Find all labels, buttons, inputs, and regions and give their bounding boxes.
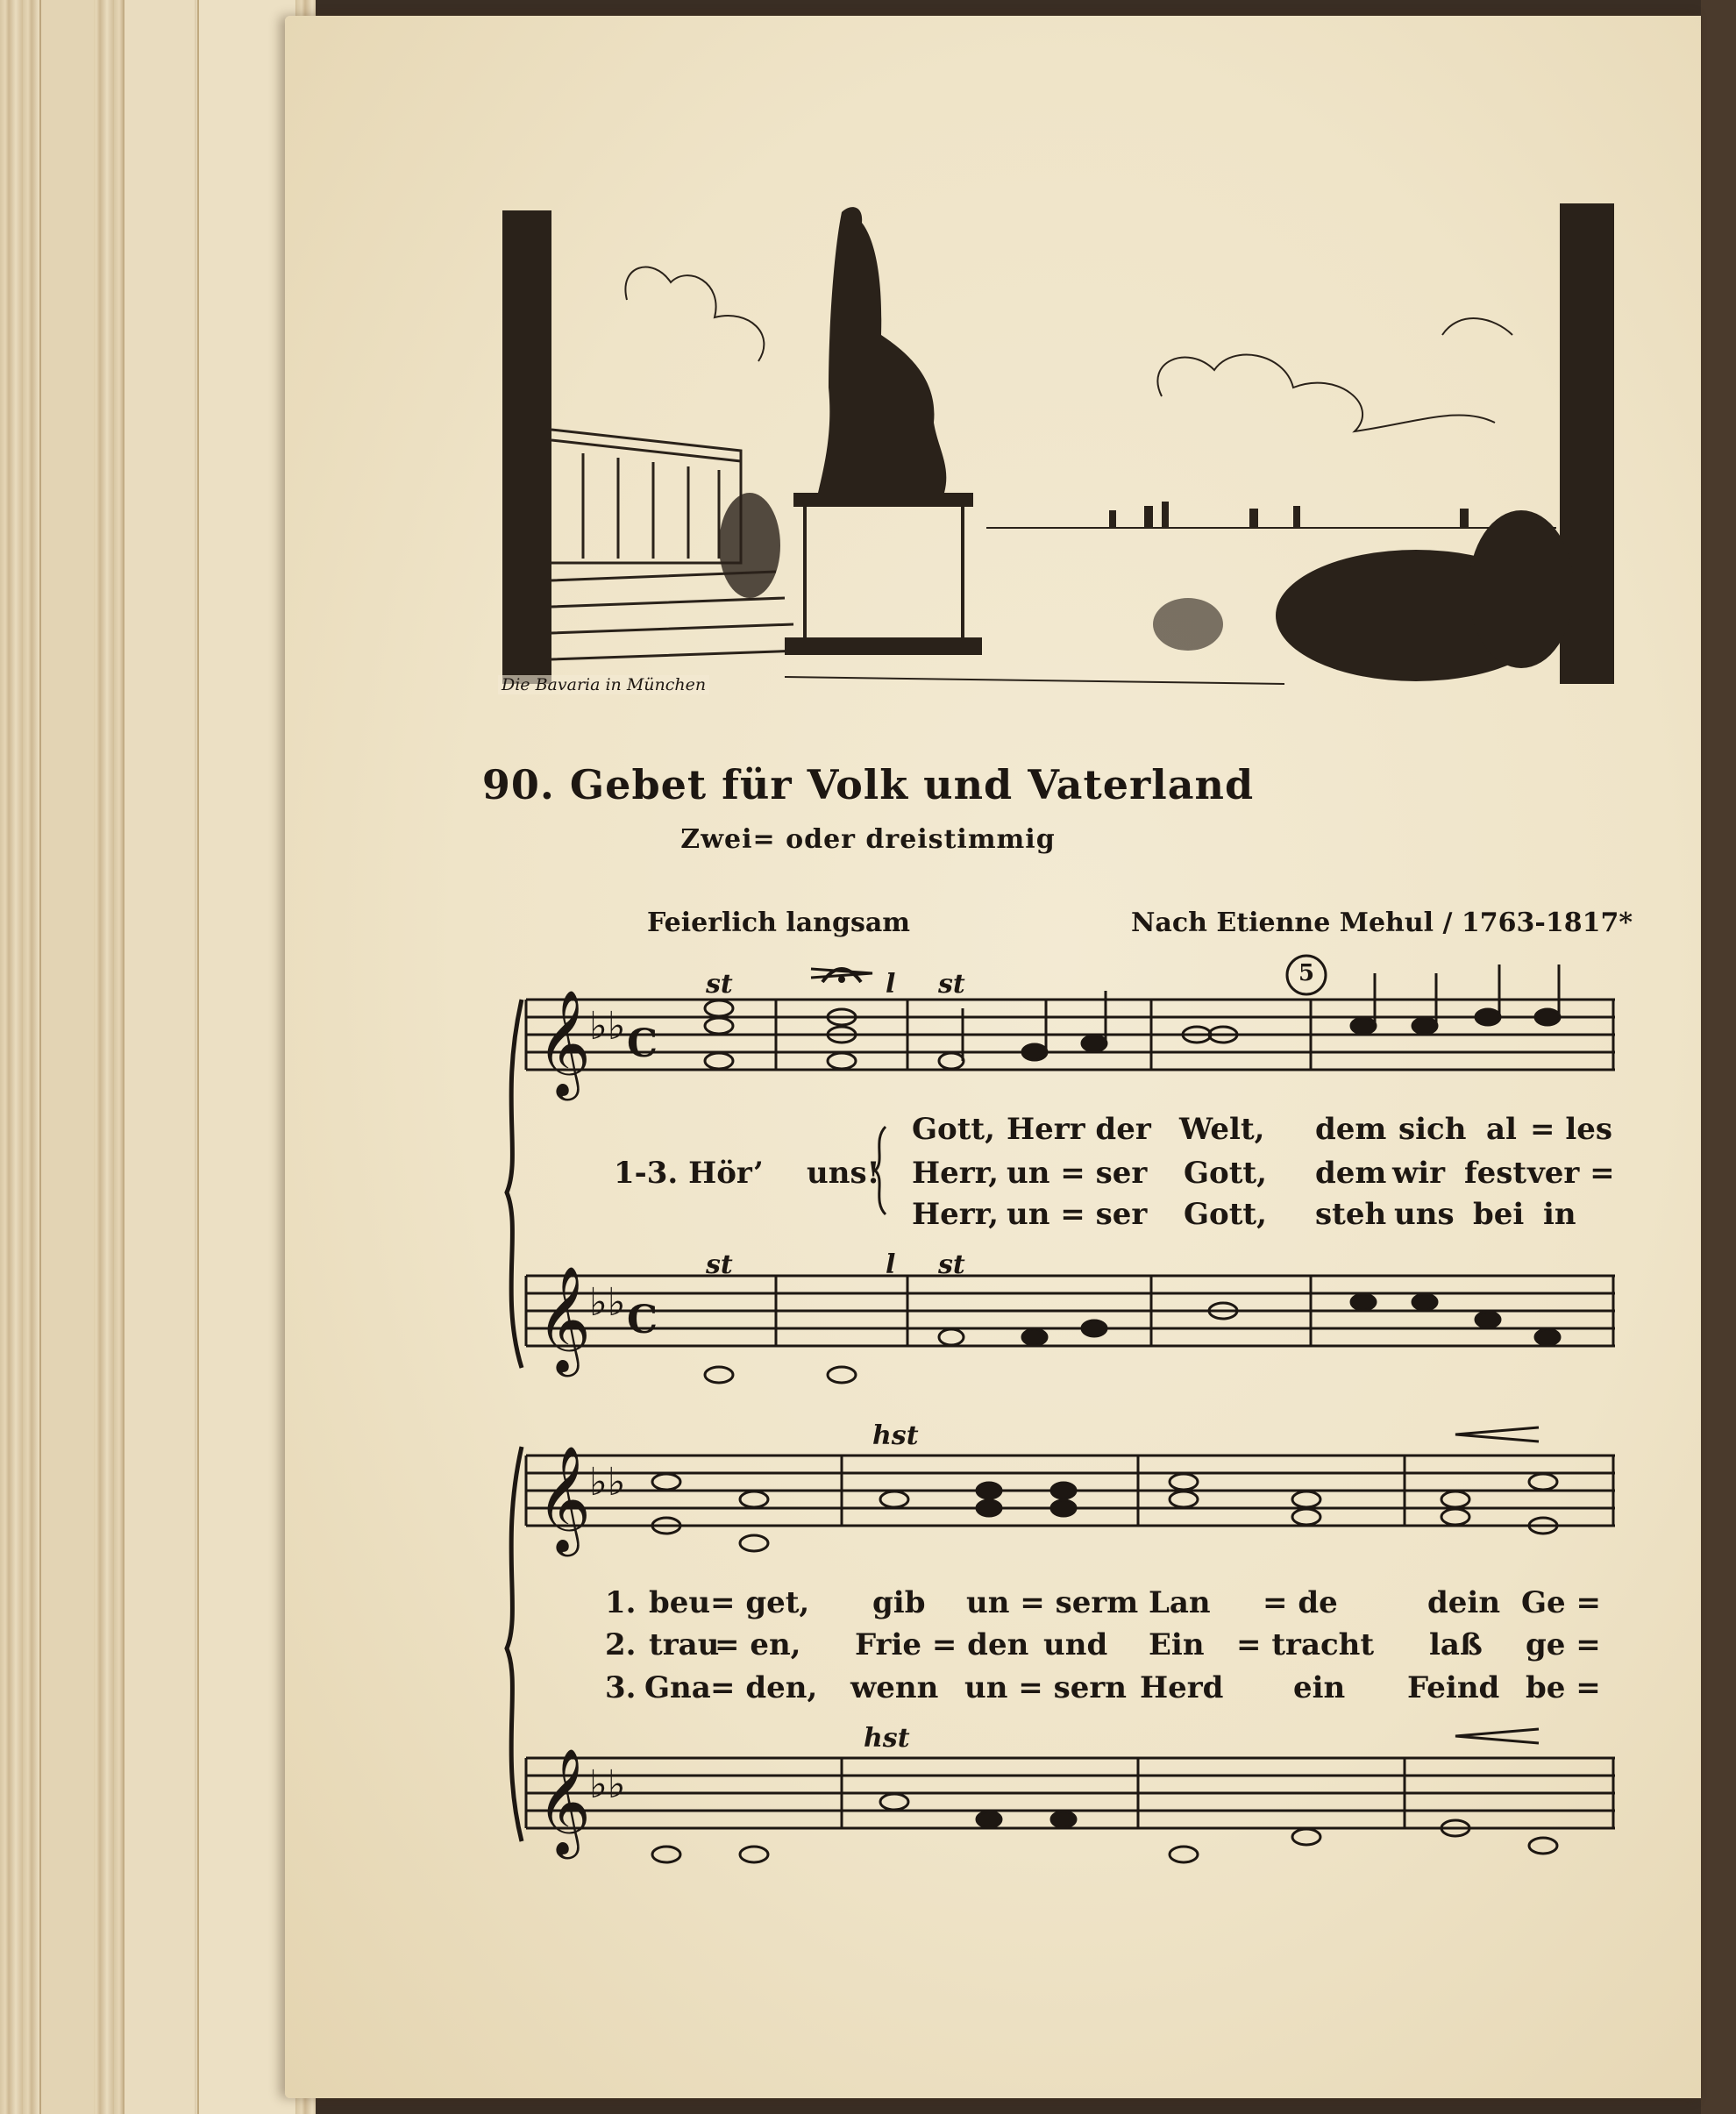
song-subtitle: Zwei= oder dreistimmig — [680, 824, 1056, 855]
verse-3-word: steh — [1315, 1197, 1387, 1232]
verse-2-word: Gott, — [1184, 1156, 1267, 1191]
verse-2-word: Herr, — [912, 1156, 999, 1191]
verse-2-word: trau — [649, 1627, 720, 1662]
verse-1-word: Lan — [1149, 1585, 1211, 1620]
verse-3-word: Herr, — [912, 1197, 999, 1232]
verse-2-word: laß — [1429, 1627, 1483, 1662]
verse-2-number: 2. — [605, 1627, 637, 1662]
bavaria-illustration — [495, 203, 1618, 703]
verse-1-word: dein — [1427, 1585, 1501, 1620]
verse-3-word: uns — [1394, 1197, 1455, 1232]
verse-3-word: = den, — [710, 1670, 818, 1705]
verse-2-word: ver = — [1527, 1156, 1615, 1191]
verse-3-word: in — [1543, 1197, 1576, 1232]
key-signature: ♭♭ — [589, 1004, 626, 1049]
svg-text:C: C — [627, 1298, 658, 1342]
city-skyline — [1109, 502, 1469, 528]
verse-3-word: un = sern — [964, 1670, 1128, 1705]
svg-text:♭♭: ♭♭ — [589, 1762, 626, 1807]
tempo-marking: Feierlich langsam — [647, 908, 911, 938]
composer-credit: Nach Etienne Mehul / 1763-1817* — [1131, 908, 1633, 938]
verse-2-word: Ein — [1149, 1627, 1205, 1662]
verse-1-word: = get, — [710, 1585, 810, 1620]
verse-3-word: Herd — [1140, 1670, 1224, 1705]
verse-1-word: = de — [1263, 1585, 1338, 1620]
staccato-mark: st — [938, 1249, 965, 1280]
verse-2-word: wir — [1392, 1156, 1446, 1191]
staccato-mark: st — [938, 969, 965, 1000]
half-staccato-mark: hst — [864, 1723, 910, 1754]
verse-3-word: Gott, — [1184, 1197, 1267, 1232]
verse-1-word: = les — [1530, 1112, 1613, 1147]
verse-1-word: Herr der — [1007, 1112, 1151, 1147]
svg-text:𝄞: 𝄞 — [537, 1265, 592, 1372]
svg-text:♭♭: ♭♭ — [589, 1280, 626, 1325]
bavaria-statue — [785, 207, 982, 655]
verse-3-word: be = — [1526, 1670, 1601, 1705]
verse-3-word: Gna — [644, 1670, 711, 1705]
book-page-edges — [0, 0, 316, 2114]
page-edge — [123, 0, 195, 2114]
verse-2-word: dem — [1315, 1156, 1387, 1191]
song-title: 90. Gebet für Volk und Vaterland — [481, 761, 1255, 808]
page-edge — [197, 0, 295, 2114]
verse-1-word: Welt, — [1179, 1112, 1265, 1147]
verse-2-word: = tracht — [1236, 1627, 1375, 1662]
left-column — [502, 210, 551, 684]
treble-clef: 𝄞 — [537, 989, 592, 1096]
verse-1-number: 1. — [605, 1585, 637, 1620]
verse-1-word: sich — [1398, 1112, 1467, 1147]
verse-2-word: und — [1043, 1627, 1108, 1662]
verse-2-word: fest — [1464, 1156, 1527, 1191]
svg-text:♭♭: ♭♭ — [589, 1460, 626, 1505]
verse-1-word: al — [1486, 1112, 1517, 1147]
clouds — [625, 267, 1512, 431]
verse-3-number: 3. — [605, 1670, 637, 1705]
legato-mark: l — [886, 1249, 896, 1280]
verse-lead: 1-3. Hör’ — [614, 1156, 764, 1191]
verse-3-word: Feind — [1407, 1670, 1500, 1705]
verse-2-word: ge = — [1526, 1627, 1601, 1662]
legato-mark: l — [886, 969, 896, 1000]
book-gutter — [1701, 0, 1736, 2114]
measure-number: 5 — [1298, 960, 1315, 986]
svg-text:𝄞: 𝄞 — [537, 1445, 592, 1552]
verse-1-word: gib — [872, 1585, 926, 1620]
verse-1-word: Ge = — [1521, 1585, 1601, 1620]
verse-3-word: ein — [1293, 1670, 1346, 1705]
verse-3-word: bei — [1473, 1197, 1525, 1232]
verse-3-word: un = ser — [1007, 1197, 1148, 1232]
verse-1-word: dem — [1315, 1112, 1387, 1147]
staccato-mark: st — [706, 969, 733, 1000]
verse-3-word: wenn — [850, 1670, 939, 1705]
verse-1-word: un = serm — [966, 1585, 1139, 1620]
time-signature: C — [627, 1021, 658, 1066]
verse-2-word: = en, — [715, 1627, 801, 1662]
verse-1-word: beu — [649, 1585, 711, 1620]
ground-line — [785, 677, 1284, 684]
verse-2-word: un = ser — [1007, 1156, 1148, 1191]
verse-lead-uns: uns! — [807, 1156, 880, 1191]
illustration-caption: Die Bavaria in München — [498, 675, 709, 694]
verse-2-word: Frie = den — [855, 1627, 1029, 1662]
svg-text:𝄞: 𝄞 — [537, 1747, 592, 1854]
half-staccato-mark: hst — [872, 1420, 919, 1451]
staccato-mark: st — [706, 1249, 733, 1280]
page-edge — [39, 0, 94, 2114]
verse-1-word: Gott, — [912, 1112, 995, 1147]
